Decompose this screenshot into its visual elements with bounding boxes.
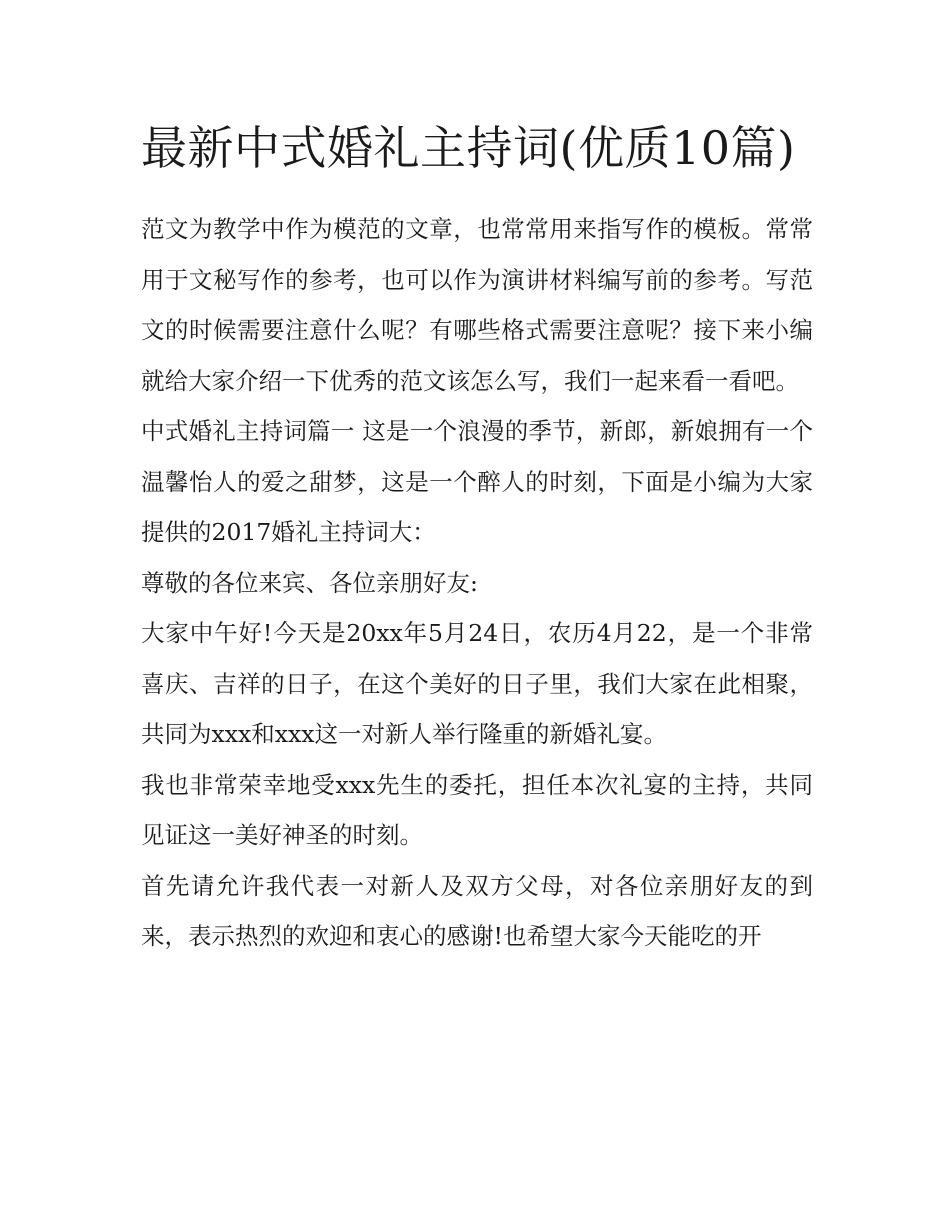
paragraph-welcome: 首先请允许我代表一对新人及双方父母，对各位亲朋好友的到来，表示热烈的欢迎和衷心的感谢!也希望大家今天能吃的开: [141, 871, 813, 950]
paragraph-greeting: 尊敬的各位来宾、各位亲朋好友:: [141, 568, 478, 597]
document-title: 最新中式婚礼主持词(优质10篇): [141, 121, 796, 175]
document-body: [141, 112, 813, 962]
paragraph-host: 我也非常荣幸地受xxx先生的委托，担任本次礼宴的主持，共同见证这一美好神圣的时刻。: [141, 770, 813, 849]
paragraph-section-one: 中式婚礼主持词篇一 这是一个浪漫的季节，新郎，新娘拥有一个温馨怡人的爱之甜梦，这是一个醉人的时刻，下面是小编为大家提供的2017婚礼主持词大：: [141, 417, 813, 546]
paragraph-date: 大家中午好!今天是20xx年5月24日，农历4月22，是一个非常喜庆、吉祥的日子，在这个美好的日子里，我们大家在此相聚，共同为xxx和xxx这一对新人举行隆重的新婚礼宴。: [141, 619, 813, 748]
paragraph-intro: 范文为教学中作为模范的文章，也常常用来指写作的模板。常常用于文秘写作的参考，也可以作为演讲材料编写前的参考。写范文的时候需要注意什么呢？有哪些格式需要注意呢？接下来小编就给大家介绍一下优秀的范文该怎么写，我们一起来看一看吧。: [141, 215, 813, 395]
